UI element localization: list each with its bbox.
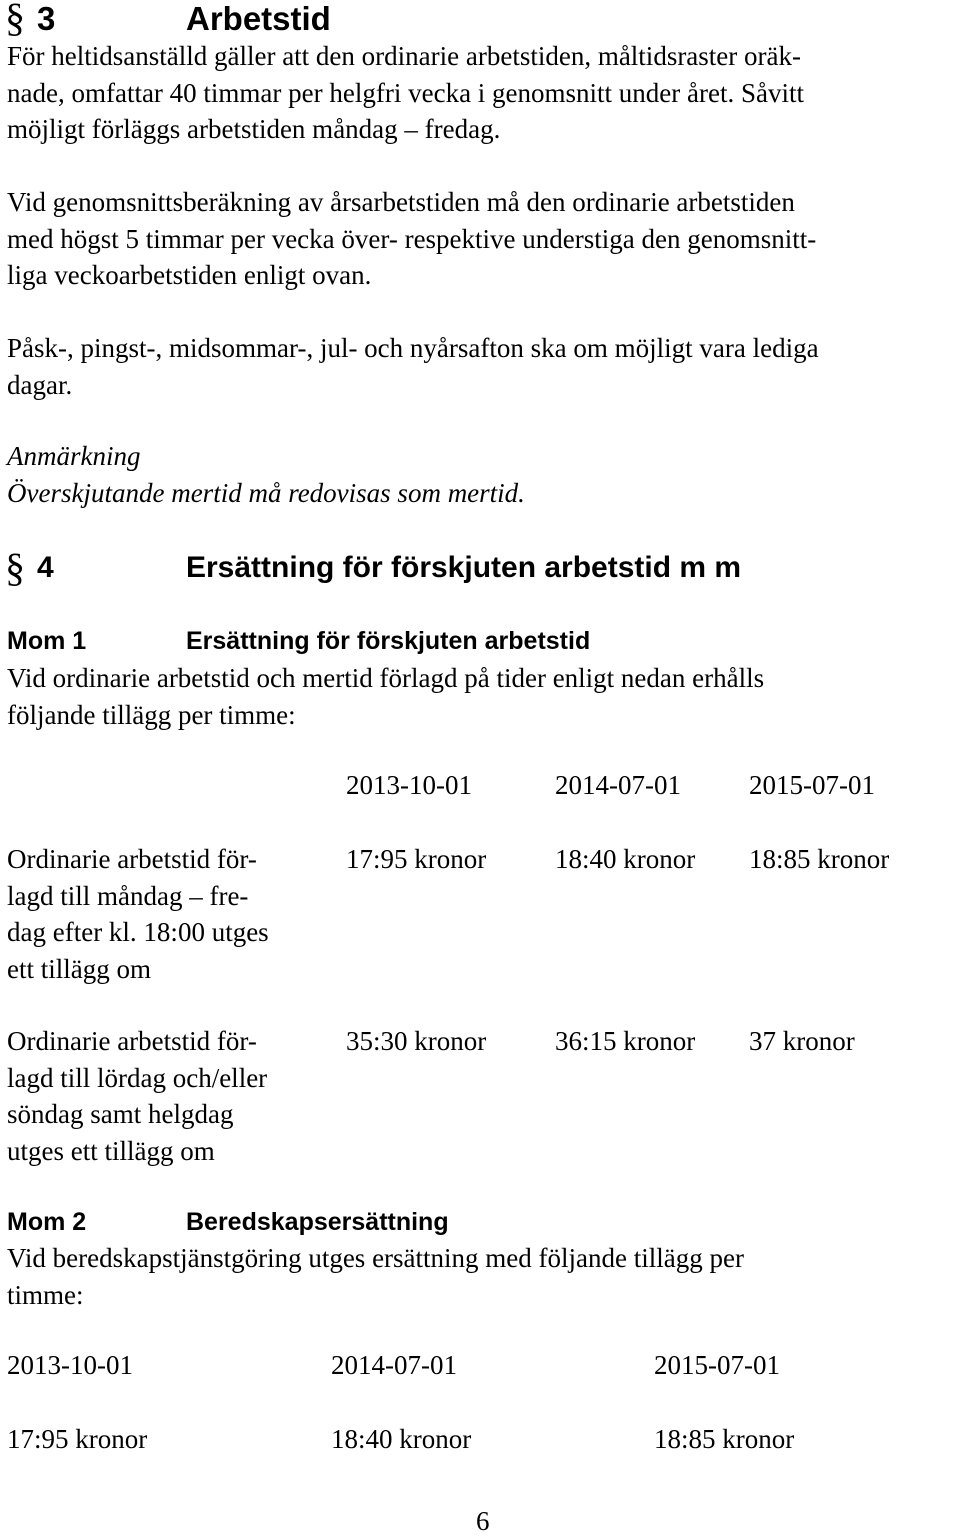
- note-label: Anmärkning: [7, 441, 141, 471]
- column-header-date: 2014-07-01: [331, 1350, 457, 1380]
- table-cell-amount: 37 kronor: [749, 1026, 855, 1056]
- mom2-intro: [7, 1240, 959, 1313]
- text-line: söndag samt helgdag: [7, 1099, 234, 1129]
- table-cell-amount: 35:30 kronor: [346, 1026, 487, 1056]
- text-line: Ordinarie arbetstid för-: [7, 844, 257, 874]
- text-line: dagar.: [7, 369, 73, 400]
- column-header-date: 2013-10-01: [7, 1350, 133, 1380]
- mom-label: Mom 2: [7, 1208, 87, 1236]
- table-cell-amount: 18:85 kronor: [654, 1424, 795, 1454]
- note: [7, 438, 959, 511]
- text-line: följande tillägg per timme:: [7, 699, 296, 730]
- table-row-label: [7, 841, 327, 987]
- section-title: Ersättning för förskjuten arbetstid m m: [186, 551, 742, 584]
- text-line: liga veckoarbetstiden enligt ovan.: [7, 260, 372, 290]
- mom-title: Ersättning för förskjuten arbetstid: [186, 627, 591, 655]
- section-title: Arbetstid: [186, 0, 331, 37]
- section-number: 4: [37, 551, 54, 584]
- column-header-date: 2015-07-01: [654, 1350, 780, 1380]
- table-cell-amount: 17:95 kronor: [7, 1424, 148, 1454]
- text-line: lagd till måndag – fre-: [7, 880, 249, 911]
- column-header-date: 2013-10-01: [346, 770, 472, 800]
- text-line: med högst 5 timmar per vecka över- respektive understiga den genomsnitt-: [7, 223, 817, 254]
- text-line: utges ett tillägg om: [7, 1135, 215, 1166]
- text-line: Vid genomsnittsberäkning av årsarbetstiden må den ordinarie arbetstiden: [7, 187, 795, 217]
- mom-title: Beredskapsersättning: [186, 1208, 449, 1236]
- text-line: Ordinarie arbetstid för-: [7, 1026, 257, 1056]
- note-text: Överskjutande mertid må redovisas som mertid.: [7, 477, 525, 508]
- page-number: 6: [476, 1506, 490, 1536]
- paragraph-hours: [7, 38, 959, 148]
- text-line: Vid ordinarie arbetstid och mertid förlagd på tider enligt nedan erhålls: [7, 663, 765, 693]
- mom-label: Mom 1: [7, 627, 87, 655]
- text-line: nade, omfattar 40 timmar per helgfri vecka i genomsnitt under året. Såvitt: [7, 77, 804, 108]
- text-line: ett tillägg om: [7, 953, 151, 984]
- section-symbol: §: [5, 545, 25, 590]
- text-line: För heltidsanställd gäller att den ordinarie arbetstiden, måltidsraster oräk-: [7, 41, 801, 71]
- paragraph-averaging: [7, 184, 959, 294]
- paragraph-holidays: [7, 330, 959, 403]
- table-cell-amount: 18:85 kronor: [749, 844, 890, 874]
- column-header-date: 2014-07-01: [555, 770, 681, 800]
- table-row-label: [7, 1023, 327, 1169]
- text-line: lagd till lördag och/eller: [7, 1062, 268, 1093]
- table-cell-amount: 17:95 kronor: [346, 844, 487, 874]
- text-line: timme:: [7, 1279, 84, 1310]
- table-cell-amount: 18:40 kronor: [555, 844, 696, 874]
- section-number: 3: [37, 0, 56, 37]
- text-line: dag efter kl. 18:00 utges: [7, 917, 269, 947]
- column-header-date: 2015-07-01: [749, 770, 875, 800]
- mom1-intro: [7, 660, 959, 733]
- text-line: möjligt förläggs arbetstiden måndag – fredag.: [7, 114, 501, 144]
- text-line: Vid beredskapstjänstgöring utges ersättning med följande tillägg per: [7, 1243, 744, 1273]
- text-line: Påsk-, pingst-, midsommar-, jul- och nyårsafton ska om möjligt vara lediga: [7, 333, 819, 363]
- table-cell-amount: 18:40 kronor: [331, 1424, 472, 1454]
- section-symbol: §: [5, 0, 25, 40]
- table-cell-amount: 36:15 kronor: [555, 1026, 696, 1056]
